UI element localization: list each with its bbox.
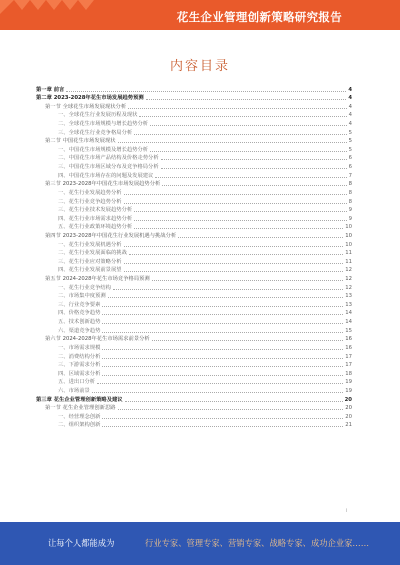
toc-entry-page: 17 xyxy=(345,353,352,360)
toc-entry[interactable] xyxy=(36,154,352,163)
toc-entry[interactable] xyxy=(36,231,352,240)
toc-entry-label: 三、行业竞争要素 xyxy=(58,301,101,308)
toc-leader-dots xyxy=(97,383,343,384)
toc-entry[interactable] xyxy=(36,206,352,215)
toc-leader-dots xyxy=(155,177,346,178)
toc-leader-dots xyxy=(102,375,343,376)
toc-entry-label: 二、消费结构分析 xyxy=(58,353,101,360)
toc-leader-dots xyxy=(134,134,346,135)
toc-leader-dots xyxy=(102,349,343,350)
toc-entry-page: 17 xyxy=(345,362,352,369)
toc-entry-page: 12 xyxy=(345,267,352,274)
toc-entry[interactable] xyxy=(36,292,352,301)
toc-leader-dots xyxy=(178,237,343,238)
toc-leader-dots xyxy=(102,323,343,324)
toc-entry[interactable] xyxy=(36,412,352,421)
toc-entry-label: 二、全球花生市场规模与增长趋势分析 xyxy=(58,121,149,128)
toc-entry-page: 4 xyxy=(348,95,352,102)
toc-entry[interactable] xyxy=(36,249,352,258)
toc-leader-dots xyxy=(66,91,346,92)
toc-entry-label: 一、花生行业竞争结构 xyxy=(58,284,111,291)
toc-entry[interactable] xyxy=(36,162,352,171)
toc-leader-dots xyxy=(102,426,343,427)
toc-entry[interactable] xyxy=(36,378,352,387)
toc-entry-page: 13 xyxy=(345,301,352,308)
toc-entry-page: 20 xyxy=(345,405,352,412)
toc-entry-label: 四、区域需求分析 xyxy=(58,370,101,377)
toc-entry-page: 5 xyxy=(348,146,352,153)
toc-entry-page: 4 xyxy=(348,103,352,110)
toc-leader-dots xyxy=(134,220,346,221)
toc-entry[interactable] xyxy=(36,180,352,189)
toc-entry[interactable] xyxy=(36,266,352,275)
toc-entry[interactable] xyxy=(36,395,352,404)
toc-entry-page: 5 xyxy=(348,138,352,145)
toc-entry-page: 14 xyxy=(345,319,352,326)
header-band xyxy=(0,0,400,30)
toc-entry-label: 二、花生行业竞争趋势分析 xyxy=(58,198,122,205)
toc-entry-label: 第四节 2023-2028年中国花生行业发展机遇与挑战分析 xyxy=(45,232,177,239)
toc-entry-label: 四、花生行业发展前景展望 xyxy=(58,267,122,274)
footer-slogan-right: 行业专家、管理专家、营销专家、战略专家、成功企业家…… xyxy=(145,538,370,548)
toc-entry-page: 4 xyxy=(348,121,352,128)
toc-entry-page: 12 xyxy=(345,276,352,283)
toc-entry[interactable] xyxy=(36,145,352,154)
toc-entry[interactable] xyxy=(36,283,352,292)
toc-entry-label: 三、中国花生市场区域分布及竞争格局分析 xyxy=(58,164,159,171)
toc-entry-label: 一、花生行业发展机遇分析 xyxy=(58,241,122,248)
toc-entry-label: 第二章 2023-2028年花生市场发展趋势预测 xyxy=(36,95,144,102)
toc-leader-dots xyxy=(118,409,344,410)
toc-entry-page: 14 xyxy=(345,310,352,317)
toc-leader-dots xyxy=(134,228,343,229)
toc-entry-label: 第二节 中国花生市场发展现状 xyxy=(45,138,116,145)
toc-entry[interactable] xyxy=(36,404,352,413)
report-title: 花生企业管理创新策略研究报告 xyxy=(176,10,342,24)
toc-entry[interactable] xyxy=(36,386,352,395)
toc-entry[interactable] xyxy=(36,343,352,352)
toc-leader-dots xyxy=(102,306,343,307)
toc-leader-dots xyxy=(129,254,343,255)
toc-entry[interactable] xyxy=(36,171,352,180)
toc-entry-page: 4 xyxy=(348,86,352,93)
toc-entry[interactable] xyxy=(36,85,352,94)
toc-entry-page: 11 xyxy=(345,258,352,265)
toc-entry-label: 三、花生行业技术发展趋势分析 xyxy=(58,207,133,214)
toc-entry-page: 18 xyxy=(345,370,352,377)
toc-entry-label: 二、中国花生市场产品结构及价格走势分析 xyxy=(58,155,159,162)
toc-entry-page: 12 xyxy=(345,284,352,291)
page-mark: i xyxy=(346,508,348,514)
toc-entry[interactable] xyxy=(36,317,352,326)
toc-entry[interactable] xyxy=(36,361,352,370)
toc-entry[interactable] xyxy=(36,102,352,111)
toc-entry-label: 四、中国花生市场存在的问题及发展建议 xyxy=(58,172,154,179)
toc-entry-label: 一、花生行业发展趋势分析 xyxy=(58,189,122,196)
toc-entry-label: 第三节 2023-2028年中国花生市场发展趋势分析 xyxy=(45,181,161,188)
toc-entry-page: 20 xyxy=(344,396,352,403)
toc-entry[interactable] xyxy=(36,326,352,335)
toc-entry-label: 一、全球花生行业发展历程及现状 xyxy=(58,112,138,119)
toc-entry-page: 9 xyxy=(348,207,352,214)
toc-entry-page: 11 xyxy=(345,250,352,257)
table-of-contents xyxy=(36,85,352,429)
toc-title: 内容目录 xyxy=(169,59,230,74)
toc-leader-dots xyxy=(102,332,343,333)
toc-entry-label: 三、全球花生行业竞争格局分析 xyxy=(58,129,133,136)
toc-leader-dots xyxy=(118,142,347,143)
toc-leader-dots xyxy=(124,203,347,204)
toc-entry-page: 6 xyxy=(348,164,352,171)
toc-entry-label: 第五节 2024-2028年花生市场竞争格局预测 xyxy=(45,276,150,283)
toc-entry-page: 10 xyxy=(345,241,352,248)
toc-entry-page: 6 xyxy=(348,155,352,162)
toc-entry-label: 六、市场前景 xyxy=(58,387,90,394)
toc-entry[interactable] xyxy=(36,369,352,378)
toc-entry-page: 10 xyxy=(345,232,352,239)
toc-entry[interactable] xyxy=(36,300,352,309)
toc-entry-label: 五、进出口分析 xyxy=(58,379,96,386)
toc-entry[interactable] xyxy=(36,352,352,361)
toc-entry-page: 20 xyxy=(345,413,352,420)
toc-entry[interactable] xyxy=(36,197,352,206)
toc-leader-dots xyxy=(124,194,347,195)
toc-leader-dots xyxy=(102,314,343,315)
toc-entry-label: 六、渠道竞争趋势 xyxy=(58,327,101,334)
toc-entry[interactable] xyxy=(36,137,352,146)
toc-leader-dots xyxy=(124,246,344,247)
toc-entry[interactable] xyxy=(36,421,352,430)
toc-entry-page: 19 xyxy=(345,379,352,386)
toc-entry-page: 16 xyxy=(345,336,352,343)
toc-entry-page: 16 xyxy=(345,344,352,351)
toc-leader-dots xyxy=(150,125,347,126)
toc-leader-dots xyxy=(102,358,343,359)
toc-entry-label: 二、花生行业发展面临的挑战 xyxy=(58,250,127,257)
toc-entry[interactable] xyxy=(36,94,352,103)
toc-leader-dots xyxy=(161,159,347,160)
toc-entry-label: 四、价格竞争趋势 xyxy=(58,310,101,317)
toc-entry-label: 四、花生行业市场需求趋势分析 xyxy=(58,215,133,222)
toc-leader-dots xyxy=(125,401,343,402)
toc-entry-page: 8 xyxy=(348,198,352,205)
toc-entry[interactable] xyxy=(36,240,352,249)
toc-entry-label: 一、中国花生市场规模及增长趋势分析 xyxy=(58,146,149,153)
toc-leader-dots xyxy=(124,271,344,272)
toc-leader-dots xyxy=(134,211,346,212)
toc-entry-label: 第三章 花生企业管理创新策略及建议 xyxy=(36,396,123,403)
toc-leader-dots xyxy=(150,151,347,152)
toc-leader-dots xyxy=(152,340,344,341)
footer-band xyxy=(0,522,400,565)
toc-leader-dots xyxy=(139,116,346,117)
toc-entry-label: 三、花生行业应对策略分析 xyxy=(58,258,122,265)
toc-entry-label: 第一节 花生企业管理创新思路 xyxy=(45,405,116,412)
toc-entry[interactable] xyxy=(36,335,352,344)
toc-entry-page: 7 xyxy=(348,172,352,179)
toc-entry-label: 第六节 2024-2028年花生市场需求前景分析 xyxy=(45,336,150,343)
toc-entry[interactable] xyxy=(36,128,352,137)
toc-leader-dots xyxy=(108,297,344,298)
toc-entry[interactable] xyxy=(36,257,352,266)
toc-leader-dots xyxy=(152,280,344,281)
toc-entry-page: 5 xyxy=(348,129,352,136)
toc-entry-label: 第一章 前言 xyxy=(36,86,65,93)
toc-leader-dots xyxy=(124,263,344,264)
toc-entry[interactable] xyxy=(36,223,352,232)
toc-entry-label: 五、技术创新趋势 xyxy=(58,319,101,326)
toc-entry[interactable] xyxy=(36,119,352,128)
toc-entry-page: 10 xyxy=(345,224,352,231)
toc-leader-dots xyxy=(162,185,346,186)
toc-entry-label: 一、市场需求规模 xyxy=(58,344,101,351)
toc-entry[interactable] xyxy=(36,309,352,318)
toc-entry-page: 4 xyxy=(348,112,352,119)
toc-leader-dots xyxy=(102,418,343,419)
toc-entry-page: 21 xyxy=(345,422,352,429)
toc-leader-dots xyxy=(161,168,347,169)
toc-entry-label: 二、市场集中度预测 xyxy=(58,293,106,300)
toc-leader-dots xyxy=(113,289,343,290)
toc-entry-page: 15 xyxy=(345,327,352,334)
toc-leader-dots xyxy=(92,392,343,393)
toc-entry-page: 13 xyxy=(345,293,352,300)
toc-entry-label: 一、经营理念创新 xyxy=(58,413,101,420)
toc-entry[interactable] xyxy=(36,111,352,120)
toc-entry[interactable] xyxy=(36,214,352,223)
header-decoration xyxy=(0,0,120,30)
toc-entry-label: 五、花生行业政策环境趋势分析 xyxy=(58,224,133,231)
toc-entry-page: 8 xyxy=(348,181,352,188)
toc-entry[interactable] xyxy=(36,274,352,283)
toc-entry-page: 19 xyxy=(345,387,352,394)
toc-leader-dots xyxy=(102,366,343,367)
toc-entry-label: 三、下游需求分析 xyxy=(58,362,101,369)
toc-leader-dots xyxy=(146,99,347,100)
toc-entry-page: 8 xyxy=(348,189,352,196)
toc-leader-dots xyxy=(128,108,346,109)
footer-slogan-left: 让每个人都能成为 xyxy=(48,538,115,548)
toc-entry-label: 二、组织架构创新 xyxy=(58,422,101,429)
toc-entry[interactable] xyxy=(36,188,352,197)
toc-entry-page: 9 xyxy=(348,215,352,222)
toc-entry-label: 第一节 全球花生市场发展现状分析 xyxy=(45,103,127,110)
